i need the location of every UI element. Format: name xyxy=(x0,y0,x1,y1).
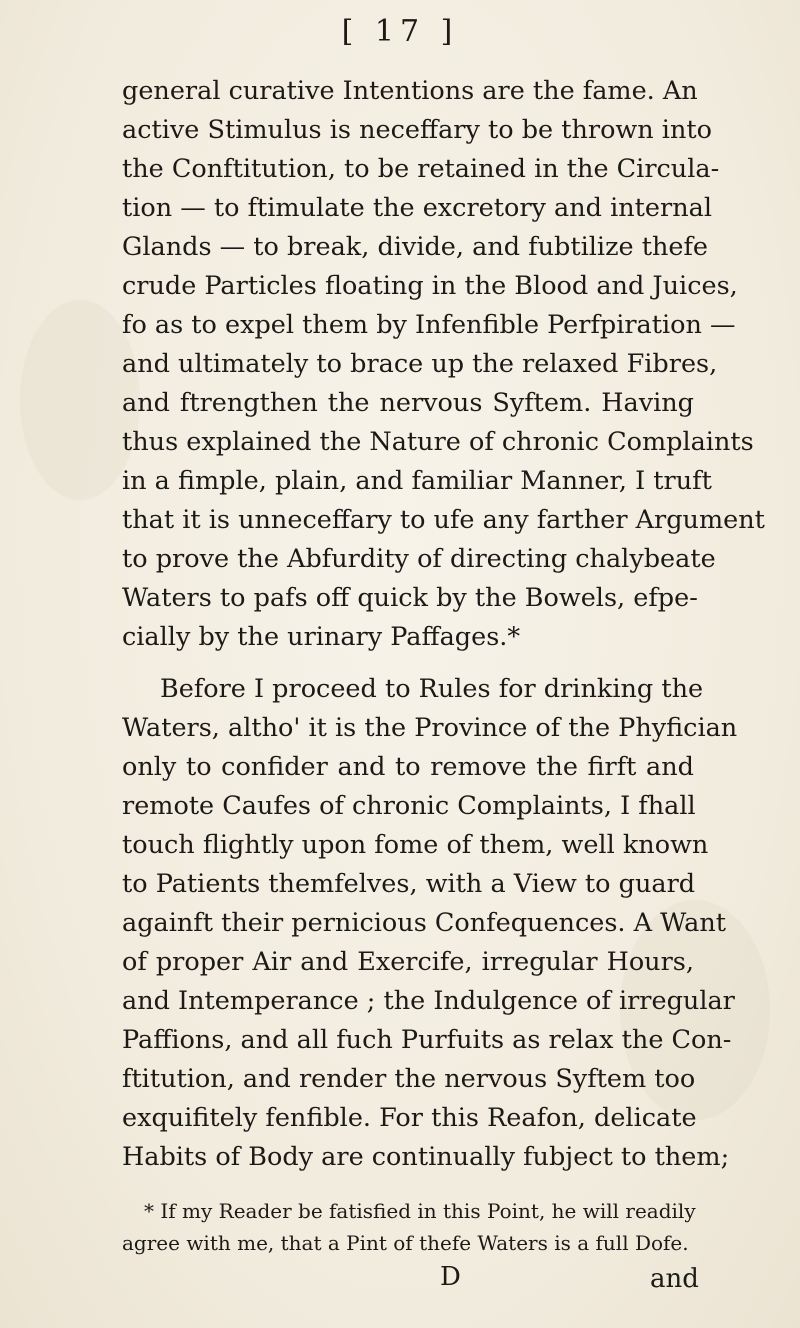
text-line: only to confider and to remove the firft and xyxy=(122,752,694,782)
paragraph-2 xyxy=(122,670,738,1177)
text-line: ftitution, and render the nervous Syftem too xyxy=(122,1064,696,1094)
text-line: to prove the Abfurdity of directing chalybeate xyxy=(122,544,716,574)
text-line: the Conftitution, to be retained in the Circula- xyxy=(122,154,720,184)
text-line: to Patients themfelves, with a View to guard xyxy=(122,869,696,899)
text-line: Paffions, and all fuch Purfuits as relax the Con- xyxy=(122,1025,732,1055)
footnote-line: * If my Reader be fatisfied in this Point, he will readily xyxy=(144,1199,696,1223)
text-line: Waters to pafs off quick by the Bowels, efpe- xyxy=(122,583,698,613)
text-line: exquifitely fenfible. For this Reafon, delicate xyxy=(122,1103,697,1133)
text-line: crude Particles floating in the Blood and Juices, xyxy=(122,271,738,301)
text-line: of proper Air and Exercife, irregular Hours, xyxy=(122,947,694,977)
footnote-line: agree with me, that a Pint of thefe Waters is a full Dofe. xyxy=(122,1231,689,1255)
text-line: and ultimately to brace up the relaxed Fibres, xyxy=(122,349,718,379)
text-line: remote Caufes of chronic Complaints, I fhall xyxy=(122,791,696,821)
text-line: againft their pernicious Confequences. A Want xyxy=(122,908,727,938)
footnote xyxy=(122,1195,694,1259)
text-line: Glands — to break, divide, and fubtilize thefe xyxy=(122,232,708,262)
paragraph-1 xyxy=(122,72,765,657)
text-line: fo as to expel them by Infenfible Perfpiration — xyxy=(122,310,736,340)
main-text xyxy=(122,72,765,1177)
text-line: that it is unneceffary to ufe any farther Argument xyxy=(122,505,765,535)
text-line: general curative Intentions are the fame. An xyxy=(122,76,698,106)
catchword: and xyxy=(650,1264,699,1294)
text-line: Before I proceed to Rules for drinking the xyxy=(160,674,704,704)
paragraph-spacer xyxy=(122,657,694,670)
page-number: [ 17 ] xyxy=(341,14,459,49)
text-line: in a fimple, plain, and familiar Manner, I truft xyxy=(122,466,712,496)
text-line: Waters, altho' it is the Province of the Phyfician xyxy=(122,713,738,743)
text-line: tion — to ftimulate the excretory and internal xyxy=(122,193,712,223)
text-line: Habits of Body are continually fubject to them; xyxy=(122,1142,730,1172)
text-line: cially by the urinary Paffages.* xyxy=(122,622,521,652)
signature-mark: D xyxy=(440,1262,461,1292)
text-line: thus explained the Nature of chronic Complaints xyxy=(122,427,754,457)
text-line: and ftrengthen the nervous Syftem. Having xyxy=(122,388,694,418)
text-line: and Intemperance ; the Indulgence of irregular xyxy=(122,986,735,1016)
text-line: touch flightly upon fome of them, well known xyxy=(122,830,709,860)
text-line: active Stimulus is neceffary to be thrown into xyxy=(122,115,712,145)
